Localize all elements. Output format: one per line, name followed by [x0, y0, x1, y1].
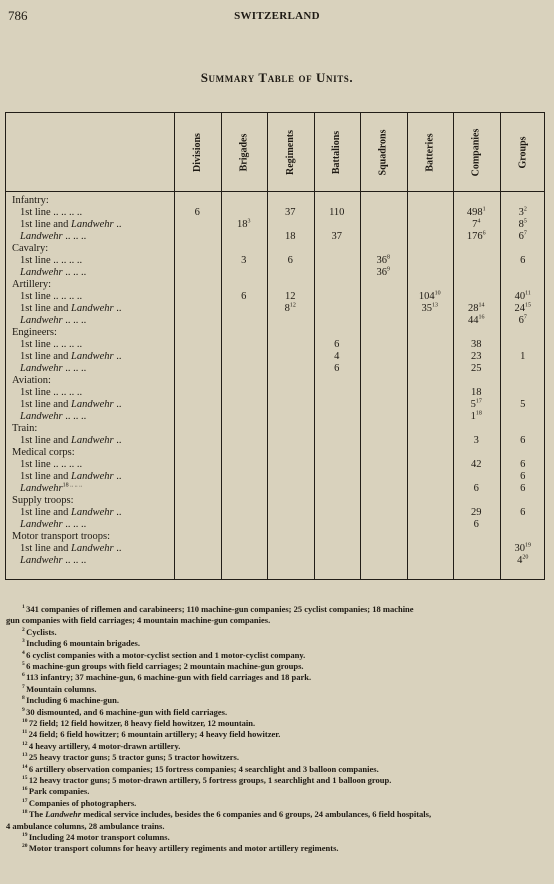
footnote: $^{17}$ Companies of photographers. [22, 797, 137, 808]
table-cell: $24^{15}$ [514, 302, 531, 314]
table-cell: $5^{17}$ [470, 398, 482, 410]
table-cell: 29 [471, 507, 482, 518]
table-cell: $30^{19}$ [514, 542, 531, 554]
table-cell: 6 [520, 435, 526, 446]
footnote: $^2$ Cyclists. [22, 626, 57, 637]
row-label: Motor transport troops: [12, 531, 110, 542]
category-row [6, 447, 544, 458]
row-label: 1st line .. .. .. .. [20, 387, 83, 398]
row-label: Cavalry: [12, 243, 49, 254]
table-cell: $35^{13}$ [421, 302, 438, 314]
table-cell: 6 [520, 255, 526, 266]
row-label: Landwehr .. .. .. [20, 555, 87, 566]
table-row [6, 315, 544, 326]
footnote: $^{18}$ The Landwehr medical service includes, besides the 6 companies and 6 groups, 24 ambulances, 6 field hospitals, [22, 809, 432, 820]
footnote: $^{15}$ 12 heavy tractor guns; 5 motor-drawn artillery, 5 fortress groups, 1 searchlight and 1 balloon group. [22, 775, 392, 785]
table-row [6, 411, 544, 422]
row-label: Train: [12, 423, 38, 434]
table-row [6, 483, 544, 494]
footnote: $^{14}$ 6 artillery observation companies; 15 fortress companies; 4 searchlight and 3 balloon companies. [22, 763, 379, 774]
row-label: 1st line and Landwehr .. [20, 471, 122, 482]
table-cell: $36^8$ [376, 254, 390, 266]
table-cell: $1^{18}$ [470, 410, 482, 422]
footnote: $^{11}$ 24 field; 6 field howitzer; 6 mountain artillery; 4 heavy field howitzer. [22, 729, 281, 740]
row-label: 1st line and Landwehr .. [20, 399, 122, 410]
footnote: $^4$ 6 cyclist companies with a motor-cyclist section and 1 motor-cyclist company. [22, 649, 306, 660]
row-label: Landwehr .. .. .. [20, 267, 87, 278]
row-label: Landwehr .. .. .. [20, 231, 87, 242]
category-row [6, 195, 544, 206]
table-row [6, 267, 544, 278]
row-label: 1st line .. .. .. .. [20, 207, 83, 218]
table-title: Summary Table of Units. [200, 70, 354, 85]
column-header-label: Batteries [424, 132, 436, 172]
row-label: 1st line .. .. .. .. [20, 255, 83, 266]
category-row [6, 423, 544, 434]
table-cell: $3^2$ [518, 206, 527, 218]
header-rule [6, 191, 544, 192]
page-number: 786 [8, 8, 28, 23]
table-cell: $7^4$ [472, 218, 481, 230]
footnote: $^3$ Including 6 mountain brigades. [22, 638, 140, 649]
row-label: 1st line and Landwehr .. [20, 507, 122, 518]
footnote: $^{10}$ 72 field; 12 field howitzer, 8 heavy field howitzer, 12 mountain. [22, 718, 256, 728]
table-row [6, 351, 544, 362]
table-row [6, 207, 544, 218]
footnote: 4 ambulance columns, 28 ambulance trains. [6, 820, 165, 831]
row-label: Infantry: [12, 195, 49, 206]
table-row [6, 219, 544, 230]
table-cell: 12 [285, 291, 296, 302]
column-header-label: Companies [470, 128, 482, 176]
row-label: Landwehr .. .. .. [20, 519, 87, 530]
row-label: 1st line and Landwehr .. [20, 435, 122, 446]
table-row [6, 519, 544, 530]
table-cell: 37 [285, 207, 296, 218]
footnote: $^8$ Including 6 machine-gun. [22, 695, 119, 706]
table-cell: $8^{12}$ [284, 302, 296, 314]
table-cell: $4^{20}$ [517, 554, 529, 566]
footnote: $^{16}$ Park companies. [22, 786, 90, 797]
row-label: Landwehr .. .. .. [20, 315, 87, 326]
category-row [6, 531, 544, 542]
footnote: $^{19}$ Including 24 motor transport columns. [22, 832, 170, 842]
row-label: 1st line .. .. .. .. [20, 291, 83, 302]
row-label: Supply troops: [12, 495, 74, 506]
row-label: Aviation: [12, 375, 51, 386]
table-cell: 6 [241, 291, 247, 302]
table-cell: $498^1$ [466, 206, 486, 218]
table-cell: $6^7$ [518, 230, 527, 242]
table-cell: 23 [471, 351, 482, 362]
table-cell: 6 [334, 363, 340, 374]
row-label: Landwehr$^{18 .. .. ..}$ [20, 482, 83, 494]
column-header [221, 115, 268, 189]
table-cell: 25 [471, 363, 482, 374]
row-label: 1st line .. .. .. .. [20, 339, 83, 350]
column-header-label: Regiments [284, 129, 296, 175]
table-cell: 18 [285, 231, 296, 242]
row-label: 1st line and Landwehr .. [20, 219, 122, 230]
category-row [6, 327, 544, 338]
summary-table [5, 112, 545, 580]
table-cell: 6 [520, 507, 526, 518]
table-cell: $176^6$ [466, 230, 486, 242]
table-cell: 1 [520, 351, 526, 362]
row-label: Engineers: [12, 327, 57, 338]
table-row [6, 231, 544, 242]
category-row [6, 375, 544, 386]
column-header-label: Divisions [191, 132, 203, 172]
table-cell: 6 [473, 483, 479, 494]
table-cell: $18^3$ [237, 218, 251, 230]
column-header-label: Brigades [238, 133, 250, 171]
table-row [6, 435, 544, 446]
footnote: $^9$ 30 dismounted, and 6 machine-gun with field carriages. [22, 706, 228, 717]
table-cell: 6 [334, 339, 340, 350]
table-cell: 4 [334, 351, 340, 362]
row-label: Landwehr .. .. .. [20, 411, 87, 422]
table-cell: 5 [520, 399, 526, 410]
row-label: Artillery: [12, 279, 52, 290]
category-row [6, 495, 544, 506]
row-label: 1st line and Landwehr .. [20, 543, 122, 554]
table-row [6, 459, 544, 470]
table-cell: $36^9$ [376, 266, 390, 278]
table-cell: $40^{11}$ [514, 290, 531, 302]
column-header-label: Squadrons [377, 129, 389, 175]
table-cell: 6 [194, 207, 200, 218]
row-label: 1st line and Landwehr .. [20, 351, 122, 362]
row-label: Landwehr .. .. .. [20, 363, 87, 374]
table-cell: 110 [329, 207, 345, 218]
table-cell: $104^{10}$ [418, 290, 441, 302]
table-cell: 6 [520, 471, 526, 482]
row-label: Medical corps: [12, 447, 75, 458]
table-cell: 6 [473, 519, 479, 530]
running-head: SWITZERLAND [234, 10, 320, 22]
table-cell: 6 [287, 255, 293, 266]
category-row [6, 279, 544, 290]
footnote: gun companies with field carriages; 4 mountain machine-gun companies. [6, 615, 271, 626]
table-cell: 3 [241, 255, 247, 266]
table-row [6, 507, 544, 518]
table-row [6, 387, 544, 398]
table-row [6, 255, 544, 266]
table-row [6, 303, 544, 314]
footnote: $^6$ 113 infantry; 37 machine-gun, 6 machine-gun with field carriages and 18 park. [22, 672, 312, 683]
column-header [314, 115, 361, 189]
table-row [6, 555, 544, 566]
table-cell: $44^{16}$ [468, 314, 485, 326]
footnote: $^1$ 341 companies of riflemen and carabineers; 110 machine-gun companies; 25 cyclist companies; 18 machine [22, 604, 414, 614]
footnote: $^7$ Mountain columns. [22, 683, 97, 694]
table-cell: $6^7$ [518, 314, 527, 326]
table-cell: 6 [520, 459, 526, 470]
column-header-label: Battalions [331, 130, 343, 174]
column-header [500, 115, 547, 189]
table-row [6, 339, 544, 350]
footnote: $^5$ 6 machine-gun groups with field carriages; 2 mountain machine-gun groups. [22, 661, 304, 671]
table-cell: 42 [471, 459, 482, 470]
footnote: $^{20}$ Motor transport columns for heavy artillery regiments and motor artillery regiments. [22, 843, 339, 854]
table-row [6, 363, 544, 374]
table-cell: $28^{14}$ [468, 302, 485, 314]
row-label: 1st line and Landwehr .. [20, 303, 122, 314]
row-label: 1st line .. .. .. .. [20, 459, 83, 470]
table-cell: 38 [471, 339, 482, 350]
column-header [360, 115, 407, 189]
column-header [267, 115, 314, 189]
column-header [453, 115, 500, 189]
table-cell: 6 [520, 483, 526, 494]
column-header [407, 115, 454, 189]
table-row [6, 543, 544, 554]
footnote: $^{13}$ 25 heavy tractor guns; 5 tractor guns; 5 tractor howitzers. [22, 752, 239, 763]
table-row [6, 291, 544, 302]
table-cell: $8^5$ [518, 218, 527, 230]
table-row [6, 399, 544, 410]
column-header [174, 115, 221, 189]
column-header-label: Groups [517, 135, 529, 169]
table-row [6, 471, 544, 482]
table-cell: 18 [471, 387, 482, 398]
table-cell: 3 [473, 435, 479, 446]
category-row [6, 243, 544, 254]
footnote: $^{12}$ 4 heavy artillery, 4 motor-drawn artillery. [22, 740, 181, 751]
table-cell: 37 [331, 231, 342, 242]
